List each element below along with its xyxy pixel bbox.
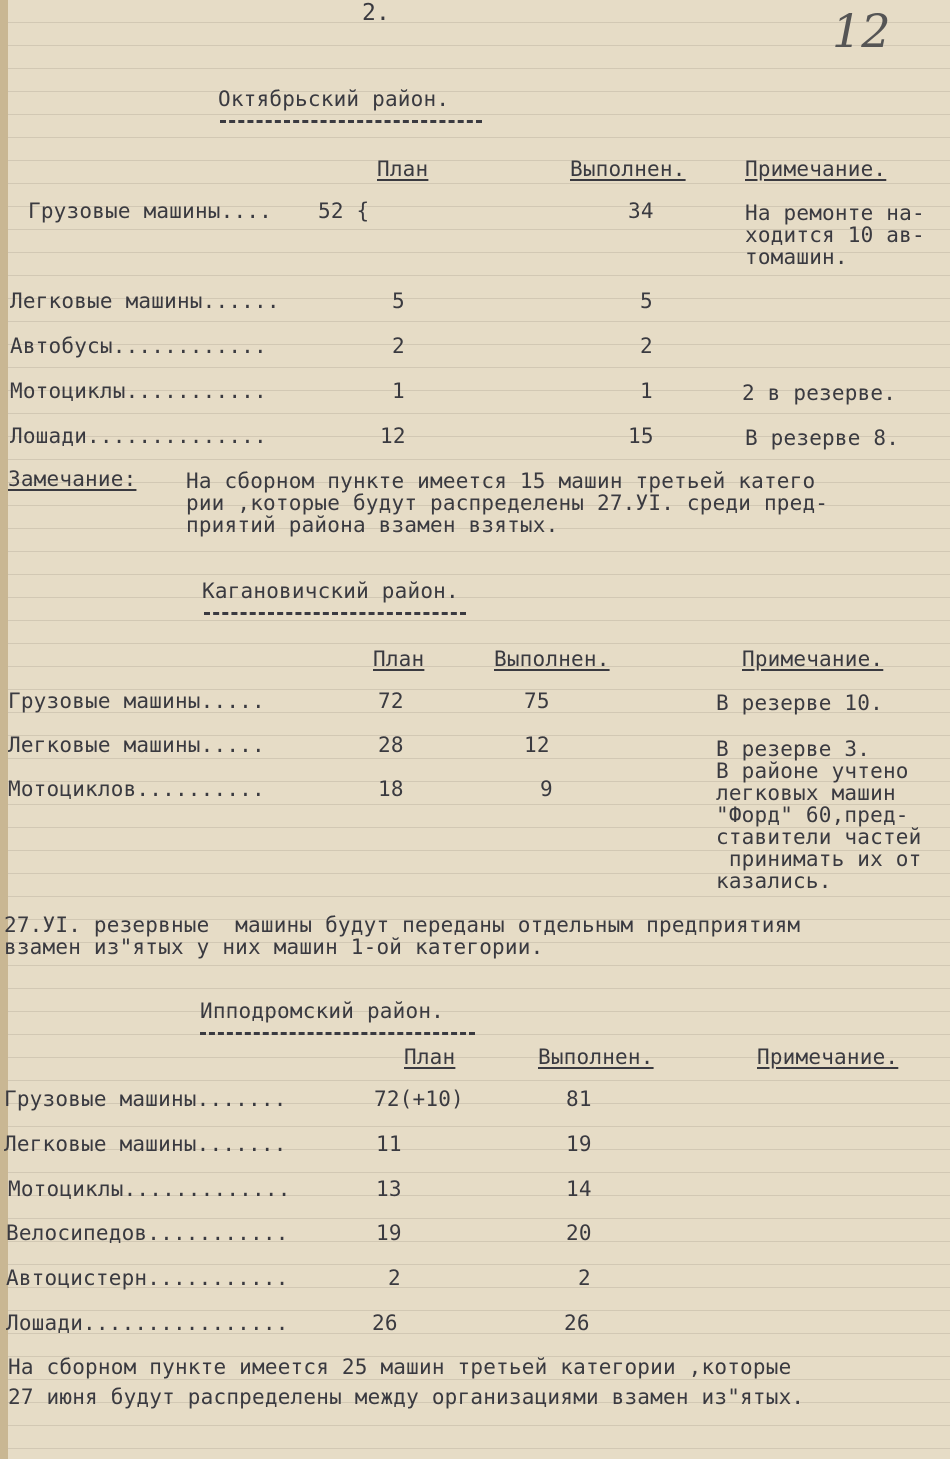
row-plan: 13 <box>376 1177 402 1201</box>
row-done: 26 <box>564 1311 590 1335</box>
row-plan: 11 <box>376 1132 402 1156</box>
header-done: Выполнен. <box>538 1045 654 1069</box>
closing-paragraph: На сборном пункте имеется 25 машин третьей категории ,которые 27 июня будут распределены между организациями взамен из"ятых. <box>8 1355 805 1409</box>
handwritten-page-number: 12 <box>832 4 891 58</box>
row-label: Легковые машины..... <box>8 733 265 757</box>
row-label: Легковые машины....... <box>4 1132 287 1156</box>
header-done: Выполнен. <box>570 157 686 181</box>
row-label: Мотоциклов.......... <box>8 777 265 801</box>
row-label: Грузовые машины....... <box>4 1087 287 1111</box>
header-plan: План <box>404 1045 456 1069</box>
row-label: Автоцистерн........... <box>6 1266 289 1290</box>
row-plan: 2 <box>388 1266 401 1290</box>
kaganovichsky-note-paragraph: 27.УI. резервные машины будут переданы отдельным предприятиям взамен из"ятых у них машин 1-ой категории. <box>4 913 801 959</box>
row-plan: 12 <box>380 424 406 448</box>
section-title-kaganovichsky: Кагановичский район. <box>202 579 459 603</box>
row-plan: 72(+10) <box>374 1087 464 1111</box>
row-done: 81 <box>566 1087 592 1111</box>
section-title-oktyabrsky: Октябрьский район. <box>218 87 450 111</box>
row-plan: 5 <box>392 289 405 313</box>
page-number: 2. <box>362 0 391 26</box>
row-done: 15 <box>628 424 654 448</box>
row-done: 75 <box>524 689 550 713</box>
row-note: В резерве 8. <box>745 426 900 450</box>
row-done: 2 <box>640 334 653 358</box>
row-label: Легковые машины...... <box>10 289 280 313</box>
row-label: Мотоциклы............. <box>8 1177 291 1201</box>
section-title-ippodromsky: Ипподромский район. <box>200 999 445 1023</box>
row-label: Велосипедов........... <box>6 1221 289 1245</box>
row-done: 5 <box>640 289 653 313</box>
row-plan: 2 <box>392 334 405 358</box>
row-done: 14 <box>566 1177 592 1201</box>
row-note: На ремонте на- ходится 10 ав- томашин. <box>745 201 925 269</box>
row-plan: 18 <box>378 777 404 801</box>
row-plan: 28 <box>378 733 404 757</box>
row-label: Грузовые машины.... <box>28 199 273 223</box>
row-plan: 72 <box>378 689 404 713</box>
row-label: Автобусы............ <box>10 334 267 358</box>
row-done: 2 <box>578 1266 591 1290</box>
header-note: Примечание. <box>745 157 887 181</box>
row-note: В резерве 3. <box>716 737 871 761</box>
row-label: Грузовые машины..... <box>8 689 265 713</box>
row-label: Лошади.............. <box>10 424 267 448</box>
title-underline <box>220 120 482 123</box>
row-plan: 19 <box>376 1221 402 1245</box>
row-note: В резерве 10. <box>716 691 883 715</box>
row-done: 12 <box>524 733 550 757</box>
row-plan: 52 { <box>318 199 370 223</box>
row-plan: 26 <box>372 1311 398 1335</box>
remark-text: На сборном пункте имеется 15 машин третьей катего рии ,которые будут распределены 27.УI. среди пред- приятий района взамен взятых. <box>186 469 829 537</box>
row-label: Мотоциклы........... <box>10 379 267 403</box>
header-note: Примечание. <box>757 1045 899 1069</box>
header-note: Примечание. <box>742 647 884 671</box>
row-done: 20 <box>566 1221 592 1245</box>
row-note: 2 в резерве. <box>742 381 897 405</box>
header-done: Выполнен. <box>494 647 610 671</box>
title-underline <box>204 612 466 615</box>
row-plan: 1 <box>392 379 405 403</box>
row-done: 19 <box>566 1132 592 1156</box>
title-underline <box>200 1032 475 1035</box>
row-done: 9 <box>540 777 553 801</box>
remark-label: Замечание: <box>8 467 137 491</box>
row-done: 34 <box>628 199 654 223</box>
row-label: Лошади................ <box>6 1311 289 1335</box>
header-plan: План <box>377 157 429 181</box>
row-done: 1 <box>640 379 653 403</box>
row-note: В районе учтено легковых машин "Форд" 60,пред- ставители частей принимать их от казались. <box>716 759 922 893</box>
header-plan: План <box>373 647 425 671</box>
